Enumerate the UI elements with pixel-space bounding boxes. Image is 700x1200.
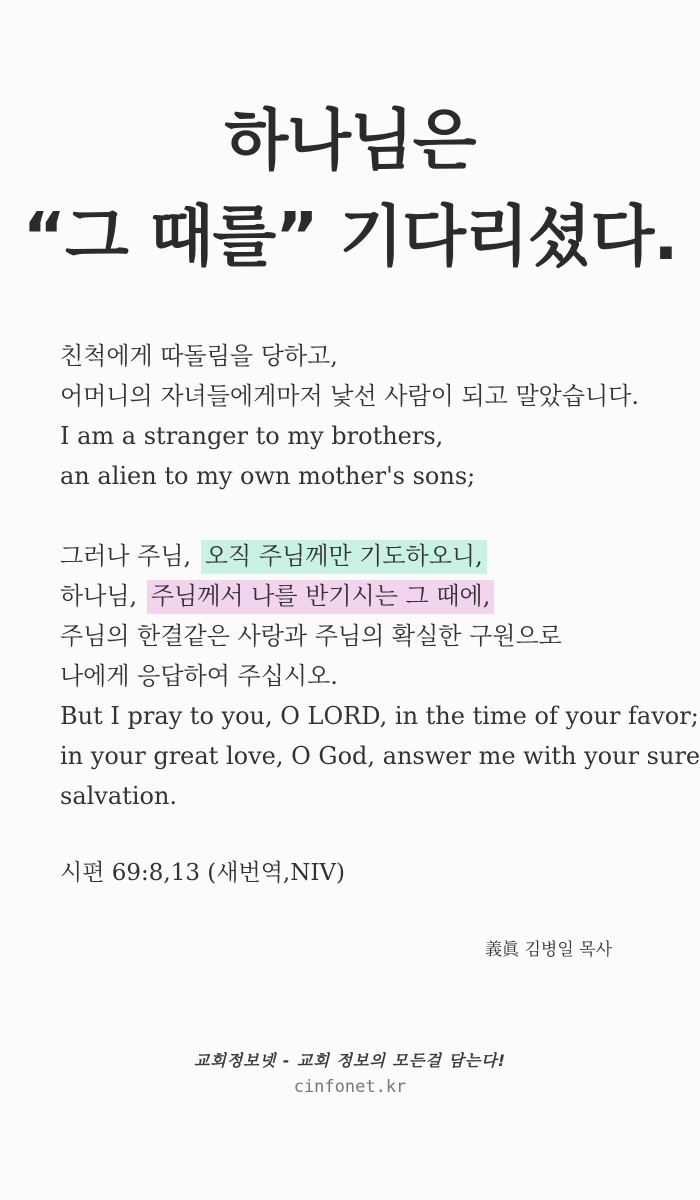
korean-verse-line: 어머니의 자녀들에게마저 낯선 사람이 되고 말았습니다. bbox=[60, 382, 640, 410]
korean-verse-line bbox=[60, 576, 680, 616]
title-line-2: “그 때를” 기다리셨다. bbox=[22, 198, 678, 276]
footer bbox=[0, 1048, 700, 1100]
author-signature: 義眞 김병일 목사 bbox=[485, 940, 612, 960]
korean-verse-line: 나에게 응답하여 주십시오. bbox=[60, 662, 338, 690]
english-verse-line: But I pray to you, O LORD, in the time of your favor; bbox=[60, 702, 699, 730]
english-verse-line: I am a stranger to my brothers, bbox=[60, 422, 444, 450]
english-verse-line: an alien to my own mother's sons; bbox=[60, 462, 476, 490]
footer-slogan: 교회정보넷 - 교회 정보의 모든걸 담는다! bbox=[193, 1051, 507, 1070]
title-line-1: 하나님은 bbox=[224, 102, 476, 180]
highlighted-phrase-mint: 오직 주님께만 기도하오니, bbox=[201, 540, 487, 574]
scripture-reference: 시편 69:8,13 (새번역,NIV) bbox=[60, 860, 346, 886]
korean-verse-line: 친척에게 따돌림을 당하고, bbox=[60, 342, 338, 370]
highlighted-phrase-pink: 주님께서 나를 반기시는 그 때에, bbox=[147, 580, 495, 614]
english-verse-line: in your great love, O God, answer me with your sure bbox=[60, 742, 700, 770]
footer-url: cinfonet.kr bbox=[293, 1077, 407, 1097]
korean-verse-line bbox=[60, 536, 680, 576]
verse-text: 하나님, bbox=[60, 582, 138, 610]
korean-verse-line: 주님의 한결같은 사랑과 주님의 확실한 구원으로 bbox=[60, 622, 562, 650]
stanza-gap bbox=[60, 496, 680, 536]
scripture-passage bbox=[60, 336, 700, 816]
english-verse-line: salvation. bbox=[60, 782, 178, 810]
verse-text: 그러나 주님, bbox=[60, 542, 192, 570]
page-title bbox=[0, 93, 700, 285]
